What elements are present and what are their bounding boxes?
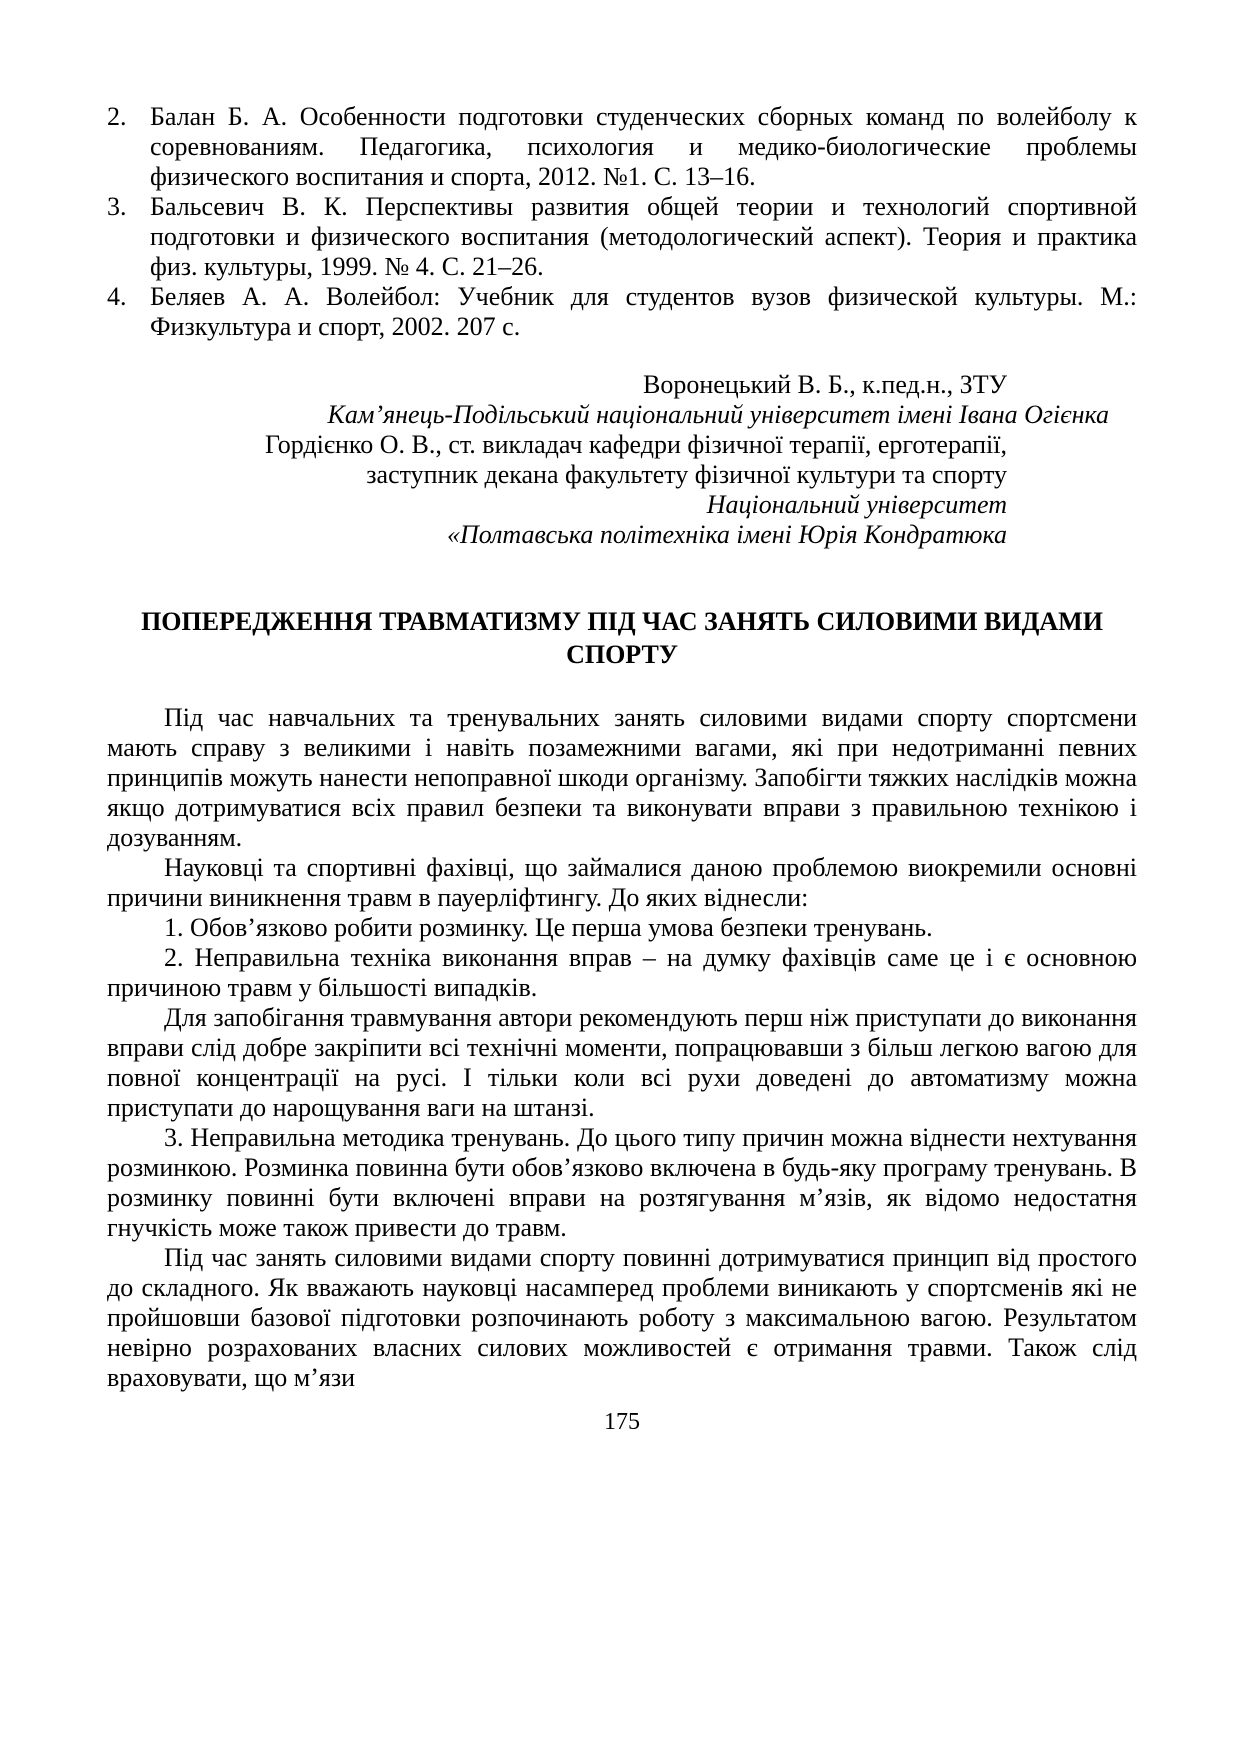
reference-item — [107, 282, 1137, 342]
author-affiliation: «Полтавська політехніка імені Юрія Кондратюка — [446, 520, 1007, 549]
body-paragraph: Під час навчальних та тренувальних занять силовими видами спорту спортсмени мають справу з великими і навіть позамежними вагами, які при недотриманні певних принципів можуть нанести непоправної шкоди організму. Запобігти тяжких наслідків можна якщо дотримуватися всіх правил безпеки та виконувати вправи з правильною технікою і дозуванням. — [107, 703, 1137, 852]
body-paragraph: Для запобігання травмування автори рекомендують перш ніж приступати до виконання вправи слід добре закріпити всі технічні моменти, попрацювавши з більш легкою вагою для повної концентрації на русі. І тільки коли всі рухи доведені до автоматизму можна приступати до нарощування ваги на штанзі. — [107, 1003, 1137, 1122]
body-paragraph: Під час занять силовими видами спорту повинні дотримуватися принцип від простого до складного. Як вважають науковці насамперед проблеми виникають у спортсменів які не пройшовши базової підготовки розпочинають роботу з максимальною вагою. Результатом невірно розрахованих власних силових можливостей є отримання травми. Також слід враховувати, що м’язи — [107, 1243, 1137, 1392]
article-body — [107, 703, 1137, 1393]
reference-number: 4. — [107, 282, 127, 311]
body-paragraph: 1. Обов’язково робити розминку. Це перша умова безпеки тренувань. — [164, 913, 933, 942]
body-paragraph: Науковці та спортивні фахівці, що займалися даною проблемою виокремили основні причини виникнення травм в пауерліфтингу. До яких віднесли: — [107, 853, 1137, 912]
reference-text: Балан Б. А. Особенности подготовки студенческих сборных команд по волейболу к соревнованиям. Педагогика, психология и медико-биологические проблемы физического воспитания и спорта, 2012. №1. С. 13–16. — [150, 102, 1137, 191]
reference-number: 3. — [107, 192, 127, 221]
page-number: 175 — [604, 1409, 640, 1435]
author-affiliation: Кам’янець-Подільський національний університет імені Івана Огієнка — [327, 400, 1109, 429]
author-line: Гордієнко О. В., ст. викладач кафедри фізичної терапії, ерготерапії, — [264, 430, 1007, 459]
body-paragraph: 3. Неправильна методика тренувань. До цього типу причин можна віднести нехтування розминкою. Розминка повинна бути обов’язково включена в будь-яку програму тренувань. В розминку повинні бути включені вправи на розтягування м’язів, як відомо недостатня гнучкість може також привести до травм. — [107, 1123, 1137, 1242]
authors-block — [107, 370, 1137, 550]
author-line: заступник декана факультету фізичної культури та спорту — [366, 460, 1007, 489]
reference-text: Бальсевич В. К. Перспективы развития общей теории и технологий спортивной подготовки и физического воспитания (методологический аспект). Теория и практика физ. культуры, 1999. № 4. С. 21–26. — [150, 192, 1137, 281]
reference-item — [107, 192, 1137, 282]
author-affiliation: Національний університет — [706, 490, 1007, 519]
reference-number: 2. — [107, 102, 127, 131]
body-paragraph: 2. Неправильна техніка виконання вправ – на думку фахівців саме це і є основною причиною травм у більшості випадків. — [107, 943, 1137, 1002]
references-list — [107, 102, 1137, 342]
reference-item — [107, 102, 1137, 192]
article-title: ПОПЕРЕДЖЕННЯ ТРАВМАТИЗМУ ПІД ЧАС ЗАНЯТЬ СИЛОВИМИ ВИДАМИ СПОРТУ — [141, 607, 1103, 669]
reference-text: Беляев А. А. Волейбол: Учебник для студентов вузов физической культуры. М.: Физкультура и спорт, 2002. 207 с. — [150, 282, 1137, 341]
author-line: Воронецький В. Б., к.пед.н., ЗТУ — [643, 370, 1007, 399]
